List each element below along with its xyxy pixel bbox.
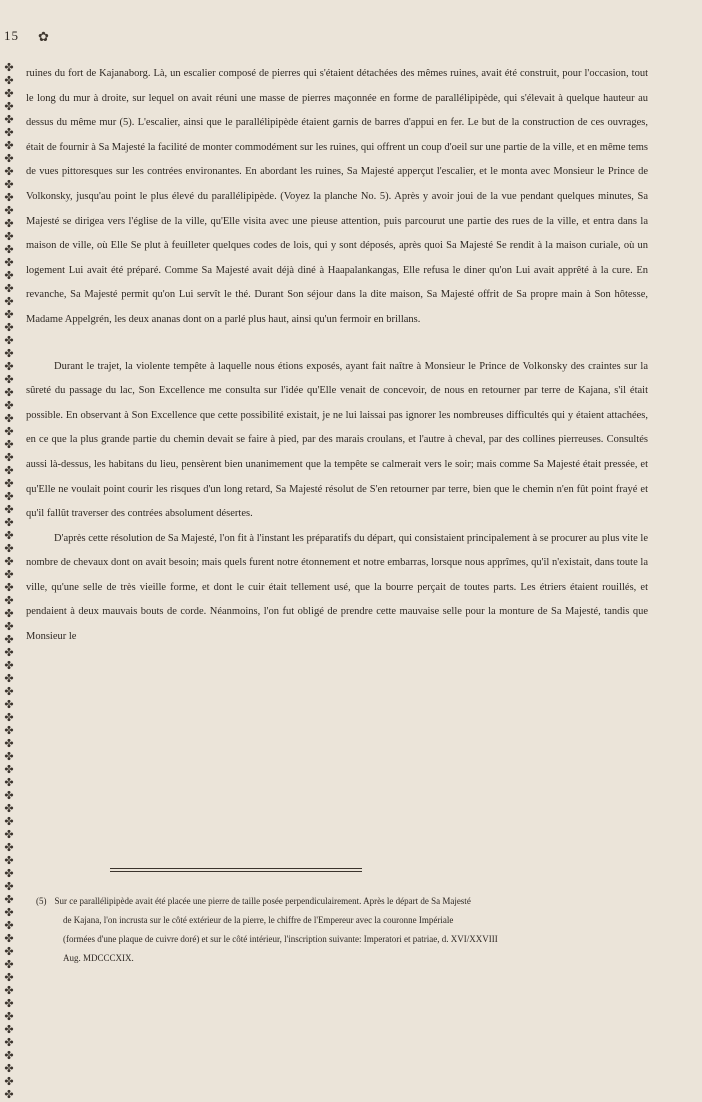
body-text <box>26 62 648 650</box>
paragraph-3: D'après cette résolution de Sa Majesté, l'on fit à l'instant les préparatifs du départ, qui consistaient principalement à se procurer au plus vite le nombre de chevaux dont on avait besoin; mais quels furent notre étonnement et notre embarras, lorsque nous apprîmes, qu'il n'existait, dans toute la ville, qu'une selle de très vieille forme, et dont le cuir était tellement usé, que la bourre perçait de toutes parts. Les étriers étaient rouillés, et pendaient à deux mauvais bouts de corde. Néanmoins, l'on fut obligé de prendre cette mauvaise selle pour la monture de Sa Majesté, tandis que Monsieur le <box>26 532 648 643</box>
page-ornament-icon: ✿ <box>38 29 49 44</box>
paragraph-1: ruines du fort de Kajanaborg. Là, un escalier composé de pierres qui s'étaient détachées des mêmes ruines, avait été construit, pour l'occasion, tout le long du mur à droite, sur lequel on avait réuni une masse de pierres maçonnée en forme de parallélipipède, qui s'élevait à quelque hauteur au dessus du même mur (5). L'escalier, ainsi que le parallélipipède étaient garnis de barres d'appui en fer. Le but de la construction de ces ouvrages, était de fournir à Sa Majesté la facilité de monter commodément sur les ruines, qui offrent un coup d'oeil sur une partie de la ville, et en même tems de vues pittoresques sur les contrées environantes. En abordant les ruines, Sa Majesté apperçut l'escalier, et le monta avec Monsieur le Prince de Volkonsky, jusqu'au point le plus élevé du parallélipipède. (Voyez la planche No. 5). Après y avoir joui de la vue pendant quelques minutes, Sa Majesté se dirigea vers l'église de la ville, qu'Elle visita avec une pieuse attention, puis parcourut une partie des rues de la ville, et entra dans la maison de ville, où Elle Se plut à feuilleter quelques codes de lois, qui y sont déposés, après quoi Sa Majesté Se rendit à la maison curiale, où un logement Lui avait été préparé. Comme Sa Majesté avait déjà diné à Haapalankangas, Elle refusa le diner qu'on Lui avait apprêté à la cure. En revanche, Sa Majesté permit qu'on Lui servît le thé. Durant Son séjour dans la dite maison, Sa Majesté offrit de Sa propre main à Son hôtesse, Madame Appelgrén, les deux ananas dont on a parlé plus haut, ainsi qu'un fermoir en brillans. <box>26 68 648 325</box>
page-number: 15 <box>4 28 19 43</box>
footnote-line-3: (formées d'une plaque de cuivre doré) et sur le côté intérieur, l'inscription suivante: Imperatori et patriae, d. XVI/XXVIII <box>63 934 498 944</box>
footnote <box>36 892 648 968</box>
margin-border-ornament: ✤ ✤ ✤ ✤ ✤ ✤ ✤ ✤ ✤ ✤ ✤ ✤ ✤ ✤ ✤ ✤ ✤ ✤ ✤ ✤ ✤ ✤ ✤ ✤ ✤ ✤ ✤ ✤ ✤ ✤ ✤ ✤ ✤ ✤ ✤ ✤ ✤ ✤ ✤ ✤ ✤ ✤ ✤ ✤ ✤ ✤ ✤ ✤ ✤ ✤ ✤ ✤ ✤ ✤ ✤ ✤ ✤ ✤ ✤ ✤ ✤ ✤ ✤ ✤ ✤ ✤ ✤ ✤ ✤ ✤ ✤ ✤ ✤ ✤ ✤ ✤ ✤ ✤ ✤ ✤ <box>4 62 14 1101</box>
footnote-line-2: de Kajana, l'on incrusta sur le côté extérieur de la pierre, le chiffre de l'Empereur avec la couronne Impériale <box>63 915 454 925</box>
footnote-line-4: Aug. MDCCCXIX. <box>63 953 134 963</box>
paragraph-2: Durant le trajet, la violente tempête à laquelle nous étions exposés, ayant fait naître à Monsieur le Prince de Volkonsky des craintes sur la sûreté du passage du lac, Son Excellence me consulta sur l'idée qu'Elle venait de concevoir, de nous en retourner par terre de Kajana, s'il était possible. En observant à Son Excellence que cette possibilité existait, je ne lui laissai pas ignorer les nombreuses difficultés qui y étaient attachées, en ce que la plus grande partie du chemin devait se faire à pied, par des marais croulans, et l'autre à cheval, par des collines pierreuses. Consultés aussi là-dessus, les habitans du lieu, pensèrent bien unanimement que la tempête se calmerait vers le soir; mais comme Sa Majesté était pressée, et qu'Elle ne voulait point courir les risques d'un long retard, Sa Majesté résolut de S'en retourner par terre, bien que le chemin n'en fût point frayé et qu'il fallût traverser des contrées absolument désertes. <box>26 360 648 520</box>
footnote-line-1: Sur ce parallélipipède avait été placée une pierre de taille posée perpendiculairement. Après le départ de Sa Majesté <box>54 896 471 906</box>
footnote-mark: (5) <box>36 896 47 906</box>
footnote-rule <box>110 868 362 872</box>
